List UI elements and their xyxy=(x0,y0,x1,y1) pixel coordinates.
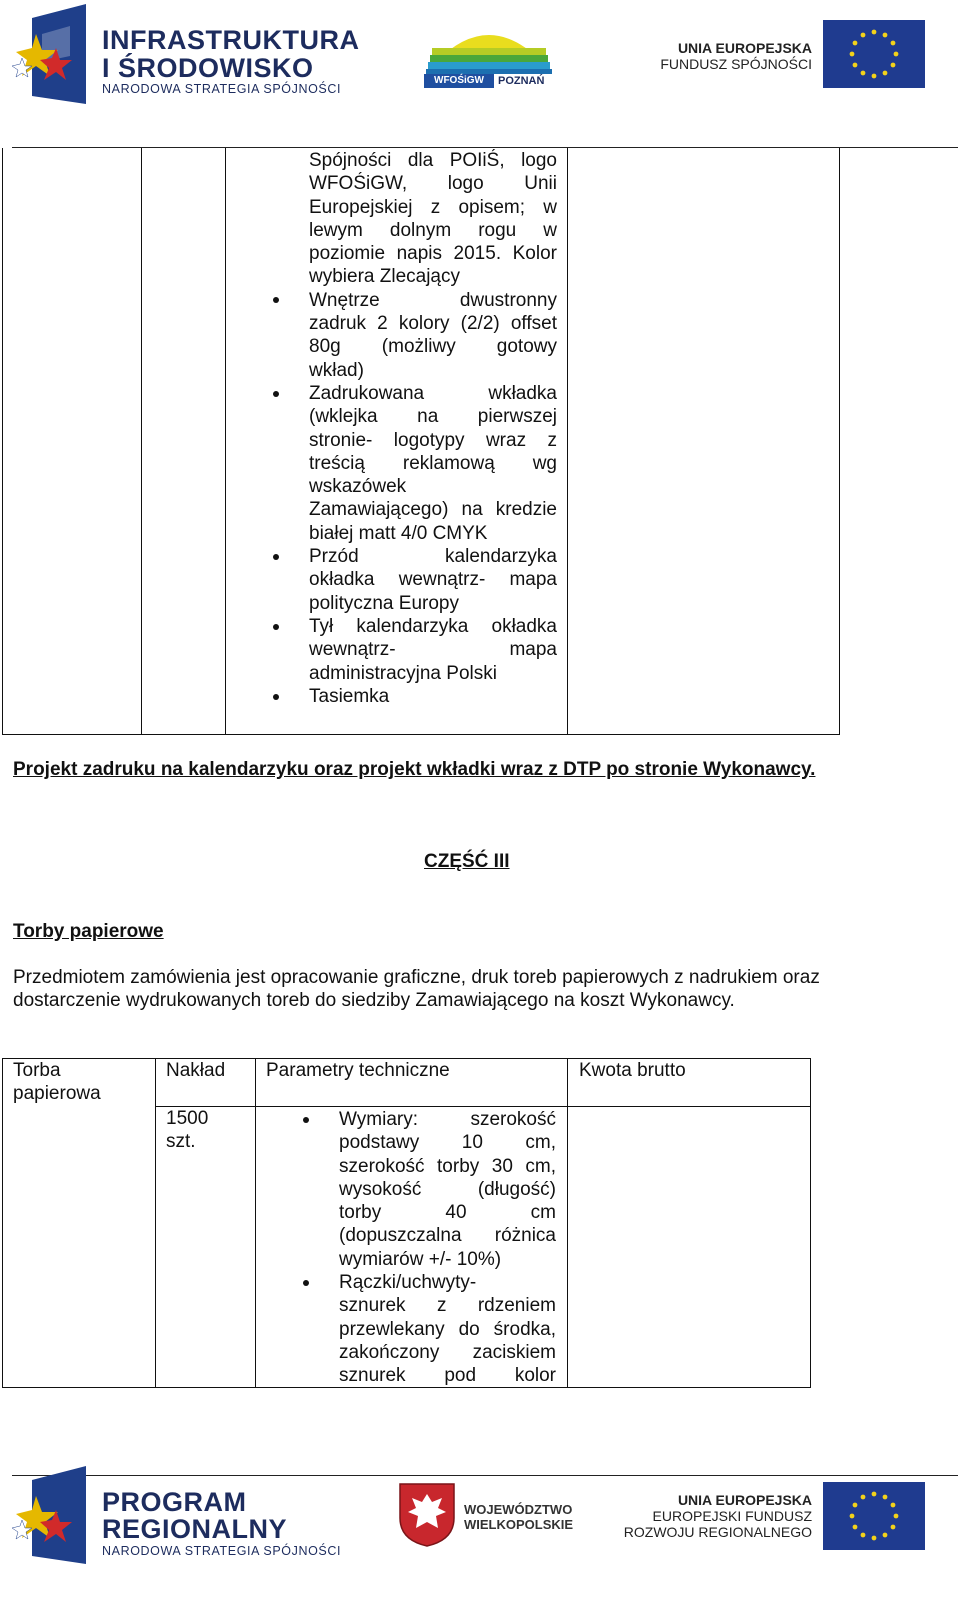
text-line: Spójności dla POIiŚ, logo xyxy=(309,150,557,171)
text-line: administracyjna Polski xyxy=(309,662,497,684)
text-line: szerokość torby 30 cm, xyxy=(339,1155,556,1177)
text-line: (wklejka na pierwszej xyxy=(309,406,557,428)
text-line: Rączki/uchwyty- xyxy=(339,1272,477,1294)
text-line: Europejskiej z opisem; w xyxy=(309,196,557,218)
wojewodztwo-line2: WIELKOPOLSKIE xyxy=(464,1517,574,1532)
text-line: WFOŚiGW, logo Unii xyxy=(309,173,557,195)
header-kwota: Kwota brutto xyxy=(579,1060,686,1081)
eu-flag-icon xyxy=(823,20,925,88)
bullet-icon xyxy=(273,391,279,397)
eu-text-line2: FUNDUSZ SPÓJNOŚCI xyxy=(660,56,812,72)
note-dtp: Projekt zadruku na kalendarzyku oraz projekt wkładki wraz z DTP po stronie Wykonawcy. xyxy=(13,759,816,780)
text-line: stronie- logotypy wraz z xyxy=(309,429,557,451)
bullet-icon xyxy=(273,624,279,630)
wfosigw-city: POZNAŃ xyxy=(498,75,545,87)
text-line: Wymiary: szerokość xyxy=(339,1109,556,1130)
wojewodztwo-line1: WOJEWÓDZTWO xyxy=(464,1502,573,1517)
header-naklad: Nakład xyxy=(166,1060,226,1081)
text-line: Zamawiającego) na kredzie xyxy=(309,499,557,521)
quantity-line1: 1500 xyxy=(166,1108,209,1129)
text-line: Przód kalendarzyka xyxy=(309,546,557,568)
text-line: wkład) xyxy=(309,359,364,381)
text-line: zakończony zaciskiem xyxy=(339,1341,556,1363)
paragraph-line1: Przedmiotem zamówienia jest opracowanie graficzne, druk toreb papierowych z nadrukiem oraz xyxy=(13,967,820,988)
text-line: wysokość (długość) xyxy=(339,1178,556,1200)
text-line: podstawy 10 cm, xyxy=(339,1132,556,1154)
text-line: sznurek pod kolor xyxy=(339,1365,556,1387)
text-line: poziomie napis 2015. Kolor xyxy=(309,243,557,265)
bullet-icon xyxy=(303,1280,309,1286)
quantity-line2: szt. xyxy=(166,1131,196,1152)
text-line: Wnętrze dwustronny xyxy=(309,289,557,311)
logo-program-line3: NARODOWA STRATEGIA SPÓJNOŚCI xyxy=(102,1544,342,1558)
text-line: 80g (możliwy gotowy xyxy=(309,336,557,358)
table1-description-cell xyxy=(309,149,557,708)
bullet-icon xyxy=(303,1117,309,1123)
text-line: wskazówek xyxy=(309,476,407,498)
text-line: okładka wewnątrz- mapa xyxy=(309,569,557,591)
header-torba-line2: papierowa xyxy=(13,1083,101,1104)
eu-flag-footer-icon xyxy=(823,1482,925,1550)
paragraph-line2: dostarczenie wydrukowanych toreb do siedziby Zamawiającego na koszt Wykonawcy. xyxy=(13,990,735,1011)
logo-infrastruktura-line1: INFRASTRUKTURA xyxy=(102,25,360,55)
header-parametry: Parametry techniczne xyxy=(266,1060,450,1081)
text-line: Tył kalendarzyka okładka xyxy=(309,615,557,637)
eu-footer-line2: EUROPEJSKI FUNDUSZ xyxy=(652,1508,812,1524)
text-line: torby 40 cm xyxy=(339,1202,556,1224)
text-line: treścią reklamową wg xyxy=(309,452,557,474)
header-torba-line1: Torba xyxy=(13,1060,61,1081)
text-line: wewnątrz- mapa xyxy=(309,639,557,661)
text-line: wymiarów +/- 10%) xyxy=(339,1248,502,1270)
bullet-icon xyxy=(273,694,279,700)
text-line: Tasiemka xyxy=(309,685,390,707)
logo-infrastruktura-line2: I ŚRODOWISKO xyxy=(102,53,314,83)
text-line: lewym dolnym rogu w xyxy=(309,219,557,241)
text-line: wybiera Zlecający xyxy=(309,266,460,288)
eu-footer-line3: ROZWOJU REGIONALNEGO xyxy=(623,1524,812,1540)
text-line: białej matt 4/0 CMYK xyxy=(309,522,488,544)
bullet-icon xyxy=(273,554,279,560)
section-heading: CZĘŚĆ III xyxy=(424,851,510,872)
eu-text-line1: UNIA EUROPEJSKA xyxy=(677,40,812,56)
header-divider xyxy=(12,147,958,148)
wielkopolska-coat-of-arms-icon xyxy=(398,1482,456,1548)
wfosigw-badge: WFOŚiGW xyxy=(424,74,494,88)
text-line: zadruk 2 kolory (2/2) offset xyxy=(309,313,557,335)
eu-footer-line1: UNIA EUROPEJSKA xyxy=(677,1492,812,1508)
footer-divider xyxy=(12,1475,958,1476)
logo-program-line1: PROGRAM xyxy=(102,1487,247,1517)
logo-infrastruktura-line3: NARODOWA STRATEGIA SPÓJNOŚCI xyxy=(102,82,342,96)
text-line: polityczna Europy xyxy=(309,592,459,614)
text-line: (dopuszczalna różnica xyxy=(339,1225,556,1247)
text-line: przewlekany do środka, xyxy=(339,1318,556,1340)
text-line: sznurek z rdzeniem xyxy=(339,1295,556,1317)
text-line: Zadrukowana wkładka xyxy=(309,382,557,404)
subheading-torby: Torby papierowe xyxy=(13,921,164,942)
bullet-icon xyxy=(273,297,279,303)
logo-program-line2: REGIONALNY xyxy=(102,1514,288,1544)
infrastruktura-emblem-icon xyxy=(12,4,96,106)
table2-parameters-cell xyxy=(339,1108,556,1388)
program-regionalny-emblem-icon xyxy=(12,1466,96,1566)
